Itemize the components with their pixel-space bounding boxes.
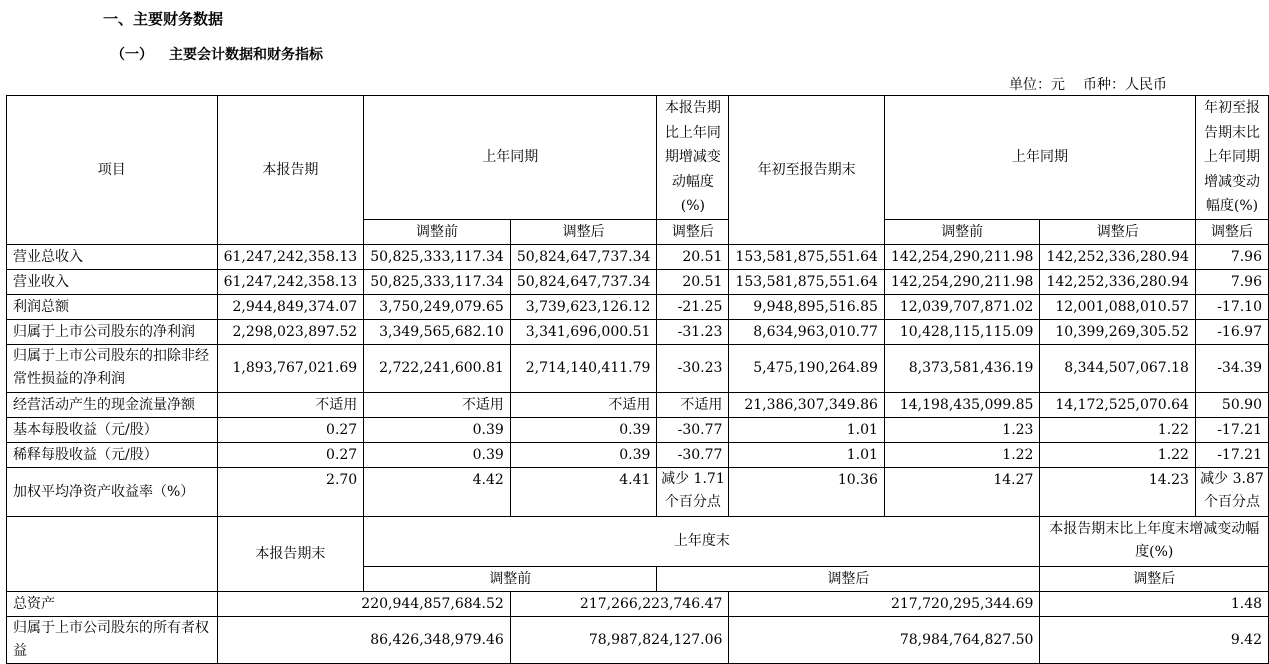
balance-header-after-adj-pct: 调整后 bbox=[1040, 566, 1269, 591]
cell-change: -30.23 bbox=[657, 344, 729, 392]
cell-current: 0.27 bbox=[217, 417, 364, 442]
table-row bbox=[7, 442, 1269, 467]
unit-note bbox=[1009, 74, 1167, 94]
cell-current-end: 86,426,348,979.46 bbox=[217, 616, 510, 663]
cell-before-adj: 78,987,824,127.06 bbox=[510, 616, 729, 663]
currency-label: 币种：人民币 bbox=[1083, 77, 1167, 93]
cell-current: 不适用 bbox=[217, 392, 364, 417]
header-ytd-after-adj: 调整后 bbox=[1040, 219, 1196, 244]
header-item: 项目 bbox=[7, 96, 218, 245]
header-after-adj: 调整后 bbox=[510, 219, 657, 244]
cell-ytd-after: 142,252,336,280.94 bbox=[1040, 269, 1196, 294]
cell-change: -21.25 bbox=[657, 294, 729, 319]
cell-ytd-after: 10,399,269,305.52 bbox=[1040, 319, 1196, 344]
cell-ytd-before: 8,373,581,436.19 bbox=[884, 344, 1040, 392]
header-change-pct: 本报告期比上年同期增减变动幅度(%) bbox=[657, 96, 729, 220]
cell-after-adj: 217,720,295,344.69 bbox=[729, 591, 1040, 616]
cell-current: 2,298,023,897.52 bbox=[217, 319, 364, 344]
cell-ytd-before: 14,198,435,099.85 bbox=[884, 392, 1040, 417]
cell-prev-before: 4.42 bbox=[364, 467, 511, 516]
cell-ytd-after: 1.22 bbox=[1040, 442, 1196, 467]
section-heading: 一、主要财务数据 bbox=[103, 10, 224, 28]
cell-current: 61,247,242,358.13 bbox=[217, 269, 364, 294]
cell-prev-before: 0.39 bbox=[364, 417, 511, 442]
cell-ytd-before: 142,254,290,211.98 bbox=[884, 269, 1040, 294]
cell-ytd-change: 50.90 bbox=[1195, 392, 1268, 417]
cell-ytd-after: 14,172,525,070.64 bbox=[1040, 392, 1196, 417]
row-label: 稀释每股收益（元/股） bbox=[7, 442, 218, 467]
balance-header-blank bbox=[7, 516, 218, 591]
table-row bbox=[7, 616, 1269, 663]
cell-ytd: 5,475,190,264.89 bbox=[729, 344, 885, 392]
cell-ytd-before: 12,039,707,871.02 bbox=[884, 294, 1040, 319]
cell-after-adj: 78,984,764,827.50 bbox=[729, 616, 1040, 663]
cell-change: 减少 1.71 个百分点 bbox=[657, 467, 729, 516]
table-row bbox=[7, 319, 1269, 344]
cell-ytd-before: 14.27 bbox=[884, 467, 1040, 516]
balance-header-last-year-end: 上年度末 bbox=[364, 516, 1040, 566]
cell-prev-after: 4.41 bbox=[510, 467, 657, 516]
row-label: 归属于上市公司股东的净利润 bbox=[7, 319, 218, 344]
cell-current: 2.70 bbox=[217, 467, 364, 516]
header-ytd: 年初至报告期末 bbox=[729, 96, 885, 245]
row-label: 营业收入 bbox=[7, 269, 218, 294]
cell-ytd-after: 142,252,336,280.94 bbox=[1040, 244, 1196, 269]
balance-header-before-adj: 调整前 bbox=[364, 566, 657, 591]
cell-prev-before: 50,825,333,117.34 bbox=[364, 244, 511, 269]
cell-prev-before: 2,722,241,600.81 bbox=[364, 344, 511, 392]
cell-change: 20.51 bbox=[657, 269, 729, 294]
cell-prev-after: 2,714,140,411.79 bbox=[510, 344, 657, 392]
cell-change: -30.77 bbox=[657, 442, 729, 467]
table-row bbox=[7, 269, 1269, 294]
cell-current: 2,944,849,374.07 bbox=[217, 294, 364, 319]
cell-change: -31.23 bbox=[657, 319, 729, 344]
balance-header-after-adj: 调整后 bbox=[657, 566, 1040, 591]
cell-change-pct: 9.42 bbox=[1040, 616, 1269, 663]
table-row bbox=[7, 392, 1269, 417]
row-label: 归属于上市公司股东的所有者权益 bbox=[7, 616, 218, 663]
cell-ytd-change: -16.97 bbox=[1195, 319, 1268, 344]
cell-ytd-before: 1.22 bbox=[884, 442, 1040, 467]
table-row bbox=[7, 344, 1269, 392]
cell-ytd-after: 1.22 bbox=[1040, 417, 1196, 442]
row-label: 利润总额 bbox=[7, 294, 218, 319]
row-label: 归属于上市公司股东的扣除非经常性损益的净利润 bbox=[7, 344, 218, 392]
header-current: 本报告期 bbox=[217, 96, 364, 245]
row-label: 营业总收入 bbox=[7, 244, 218, 269]
table-row bbox=[7, 417, 1269, 442]
cell-ytd-before: 1.23 bbox=[884, 417, 1040, 442]
cell-change-pct: 1.48 bbox=[1040, 591, 1269, 616]
header-ytd-change-pct: 年初至报告期末比上年同期增减变动幅度(%) bbox=[1195, 96, 1268, 220]
cell-ytd-before: 142,254,290,211.98 bbox=[884, 244, 1040, 269]
header-ytd-before-adj: 调整前 bbox=[884, 219, 1040, 244]
cell-current: 0.27 bbox=[217, 442, 364, 467]
financial-data-table bbox=[6, 95, 1269, 664]
subsection-title: 主要会计数据和财务指标 bbox=[169, 47, 323, 63]
cell-prev-after: 不适用 bbox=[510, 392, 657, 417]
cell-ytd: 8,634,963,010.77 bbox=[729, 319, 885, 344]
cell-ytd-change: -17.10 bbox=[1195, 294, 1268, 319]
cell-current: 61,247,242,358.13 bbox=[217, 244, 364, 269]
cell-ytd-change: 7.96 bbox=[1195, 244, 1268, 269]
cell-prev-after: 3,341,696,000.51 bbox=[510, 319, 657, 344]
cell-ytd-after: 12,001,088,010.57 bbox=[1040, 294, 1196, 319]
cell-prev-after: 0.39 bbox=[510, 442, 657, 467]
row-label: 加权平均净资产收益率（%） bbox=[7, 467, 218, 516]
table-row bbox=[7, 467, 1269, 516]
cell-ytd-before: 10,428,115,115.09 bbox=[884, 319, 1040, 344]
cell-prev-after: 0.39 bbox=[510, 417, 657, 442]
cell-prev-after: 50,824,647,737.34 bbox=[510, 269, 657, 294]
cell-current-end: 220,944,857,684.52 bbox=[217, 591, 510, 616]
header-before-adj: 调整前 bbox=[364, 219, 511, 244]
cell-ytd: 153,581,875,551.64 bbox=[729, 244, 885, 269]
cell-ytd: 153,581,875,551.64 bbox=[729, 269, 885, 294]
subsection-number: （一） bbox=[111, 47, 153, 63]
table-row bbox=[7, 244, 1269, 269]
cell-prev-before: 50,825,333,117.34 bbox=[364, 269, 511, 294]
cell-change: -30.77 bbox=[657, 417, 729, 442]
balance-header-current-end: 本报告期末 bbox=[217, 516, 364, 591]
cell-prev-after: 3,739,623,126.12 bbox=[510, 294, 657, 319]
cell-prev-before: 3,750,249,079.65 bbox=[364, 294, 511, 319]
subsection-heading bbox=[111, 44, 323, 64]
cell-ytd: 1.01 bbox=[729, 442, 885, 467]
cell-change: 不适用 bbox=[657, 392, 729, 417]
cell-ytd-after: 14.23 bbox=[1040, 467, 1196, 516]
cell-prev-before: 3,349,565,682.10 bbox=[364, 319, 511, 344]
cell-current: 1,893,767,021.69 bbox=[217, 344, 364, 392]
cell-ytd: 21,386,307,349.86 bbox=[729, 392, 885, 417]
cell-before-adj: 217,266,223,746.47 bbox=[510, 591, 729, 616]
balance-header-change-pct: 本报告期末比上年度末增减变动幅度(%) bbox=[1040, 516, 1269, 566]
cell-change: 20.51 bbox=[657, 244, 729, 269]
header-ytd-last-year-same: 上年同期 bbox=[884, 96, 1195, 220]
cell-ytd-change: 减少 3.87 个百分点 bbox=[1195, 467, 1268, 516]
table-row bbox=[7, 294, 1269, 319]
cell-ytd: 10.36 bbox=[729, 467, 885, 516]
cell-prev-before: 不适用 bbox=[364, 392, 511, 417]
row-label: 基本每股收益（元/股） bbox=[7, 417, 218, 442]
unit-label: 单位：元 bbox=[1009, 77, 1065, 93]
row-label: 总资产 bbox=[7, 591, 218, 616]
cell-ytd-change: 7.96 bbox=[1195, 269, 1268, 294]
header-ytd-after-adj-pct: 调整后 bbox=[1195, 219, 1268, 244]
header-after-adj-pct: 调整后 bbox=[657, 219, 729, 244]
cell-ytd-change: -17.21 bbox=[1195, 442, 1268, 467]
table-row bbox=[7, 591, 1269, 616]
cell-ytd: 9,948,895,516.85 bbox=[729, 294, 885, 319]
row-label: 经营活动产生的现金流量净额 bbox=[7, 392, 218, 417]
cell-prev-after: 50,824,647,737.34 bbox=[510, 244, 657, 269]
header-last-year-same: 上年同期 bbox=[364, 96, 657, 220]
cell-ytd-after: 8,344,507,067.18 bbox=[1040, 344, 1196, 392]
cell-ytd-change: -34.39 bbox=[1195, 344, 1268, 392]
cell-prev-before: 0.39 bbox=[364, 442, 511, 467]
cell-ytd: 1.01 bbox=[729, 417, 885, 442]
cell-ytd-change: -17.21 bbox=[1195, 417, 1268, 442]
